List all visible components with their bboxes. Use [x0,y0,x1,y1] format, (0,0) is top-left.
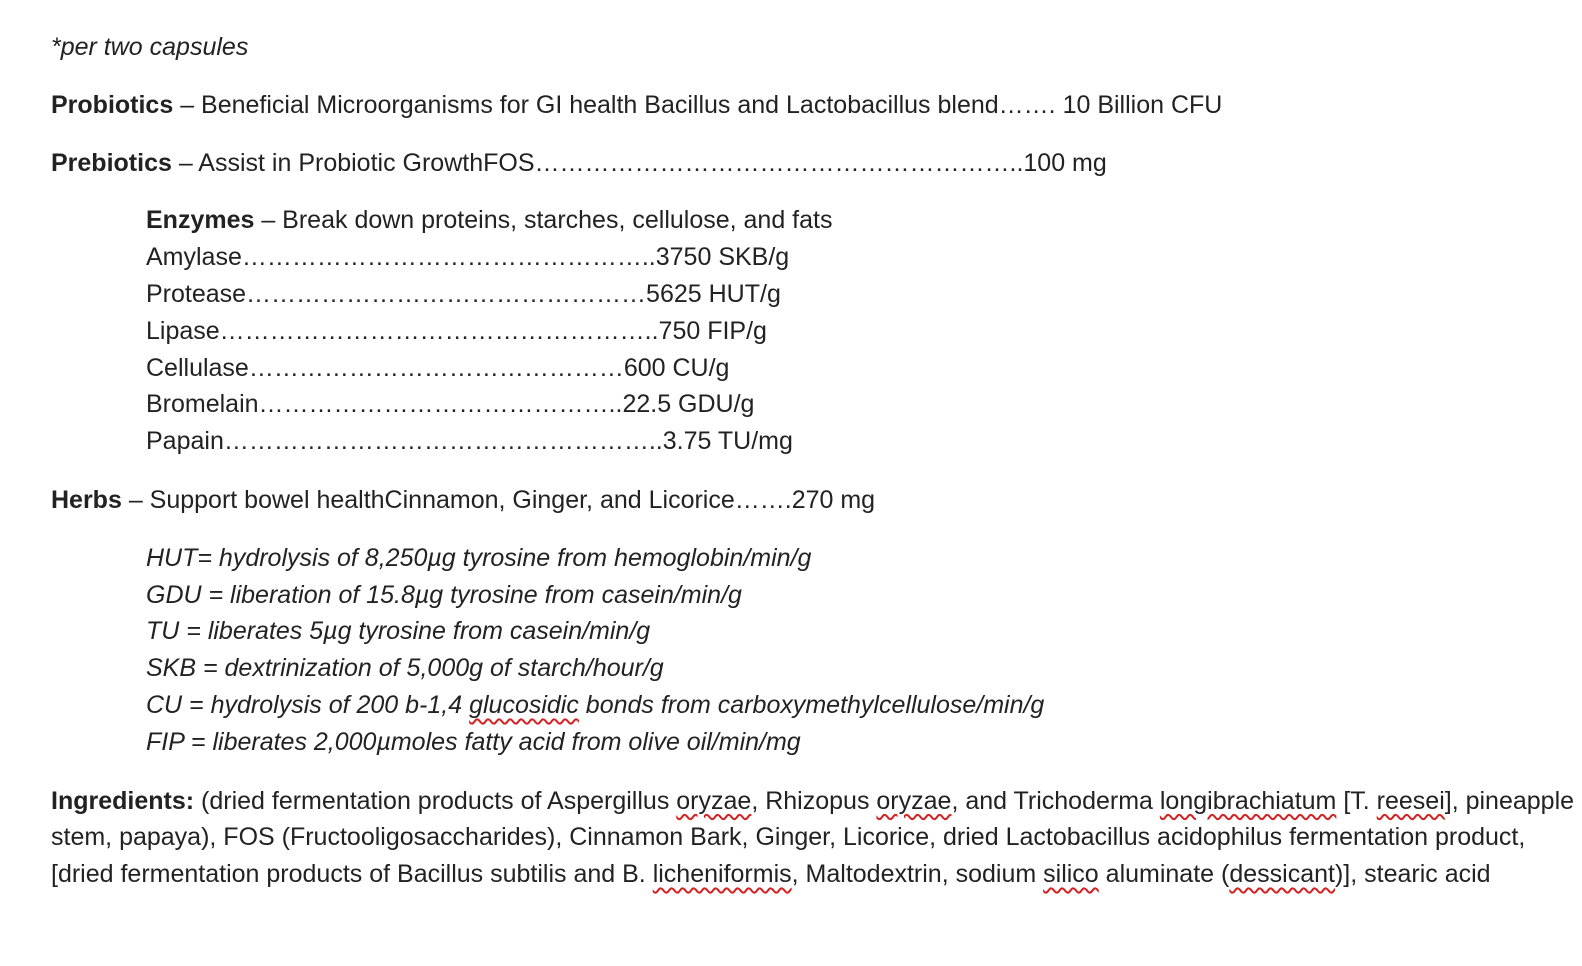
unit-definitions [146,540,1576,761]
definition-text: CU = hydrolysis of 200 b-1,4 [146,690,470,719]
ingredients-text: ], pineapple stem, papaya), FOS (Fructooligosaccharides), Cinnamon Bark, Ginger, Licorice, dried Lactobacillus acidophilus fermentation product, [dried fermentation products of Bacillus subtilis and B. [51,786,1575,889]
herbs-label: Herbs [51,485,122,514]
enzymes-text: – Break down proteins, starches, cellulose, and fats [254,206,833,235]
ingredients-paragraph [51,783,1576,893]
enzymes-heading [146,202,1576,239]
ingredients-text: , Maltodextrin, sodium [791,860,1044,889]
spelling-flagged-word[interactable]: silico [1043,860,1099,889]
spelling-flagged-word[interactable]: oryzae [676,786,752,815]
document-body [51,29,1576,893]
enzyme-item: Protease…………………………………………5625 HUT/g [146,279,781,308]
ingredients-text: aluminate ( [1098,860,1230,889]
enzyme-item: Lipase……………………………………………..750 FIP/g [146,316,767,345]
definition-line: SKB = dextrinization of 5,000g of starch/hour/g [146,654,664,683]
probiotics-text: – Beneficial Microorganisms for GI health Bacillus and Lactobacillus blend……. 10 Billion CFU [173,90,1223,119]
spelling-flagged-word[interactable]: glucosidic [469,690,579,719]
definition-line: TU = liberates 5µg tyrosine from casein/min/g [146,617,651,646]
enzyme-item: Bromelain……………………………………..22.5 GDU/g [146,390,755,419]
ingredients-text: [T. [1336,786,1377,815]
prebiotics-line [51,145,1576,182]
probiotics-line [51,87,1576,124]
definition-line: HUT= hydrolysis of 8,250µg tyrosine from hemoglobin/min/g [146,543,812,572]
ingredients-text: )], stearic acid [1334,860,1491,889]
enzymes-label: Enzymes [146,206,255,235]
herbs-line [51,482,1576,519]
ingredients-text: (dried fermentation products of Aspergillus [194,786,677,815]
enzyme-item: Cellulase………………………………………600 CU/g [146,353,730,382]
definition-line: FIP = liberates 2,000µmoles fatty acid from olive oil/min/mg [146,727,801,756]
prebiotics-label: Prebiotics [51,148,172,177]
enzyme-item: Amylase…………………………………………..3750 SKB/g [146,243,790,272]
herbs-text: – Support bowel healthCinnamon, Ginger, and Licorice…….270 mg [121,485,876,514]
ingredients-text: , and Trichoderma [951,786,1160,815]
definition-line: GDU = liberation of 15.8µg tyrosine from casein/min/g [146,580,742,609]
serving-note: *per two capsules [51,33,249,61]
ingredients-text: , Rhizopus [751,786,877,815]
enzymes-block [146,202,1576,460]
spelling-flagged-word[interactable]: dessicant [1229,860,1335,889]
spelling-flagged-word[interactable]: licheniformis [652,860,792,889]
ingredients-label: Ingredients: [51,786,195,815]
spelling-flagged-word[interactable]: longibrachiatum [1159,786,1337,815]
definition-line-cu [146,687,1576,724]
enzyme-item: Papain……………………………………………..3.75 TU/mg [146,427,793,456]
prebiotics-text: – Assist in Probiotic GrowthFOS…………………………………………………..100 mg [171,148,1107,177]
probiotics-label: Probiotics [51,90,174,119]
spelling-flagged-word[interactable]: oryzae [876,786,952,815]
spelling-flagged-word[interactable]: reesei [1376,786,1445,815]
definition-text: bonds from carboxymethylcellulose/min/g [578,690,1045,719]
